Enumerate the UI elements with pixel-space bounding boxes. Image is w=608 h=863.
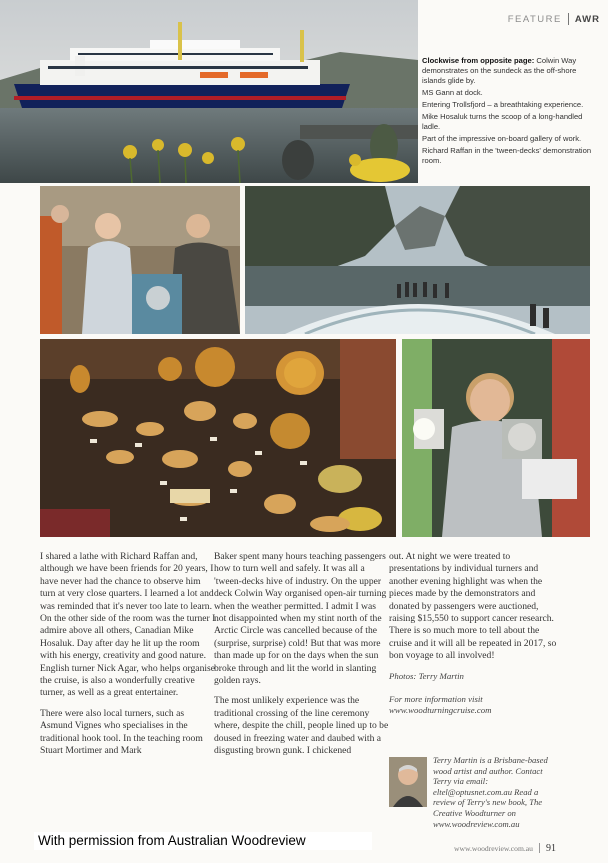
caption-1: Colwin Way demonstrates on the sundeck as the off-shore islands glide by. xyxy=(422,56,577,85)
footer-url: www.woodreview.com.au xyxy=(454,843,533,853)
magazine-abbreviation: AWR xyxy=(574,13,600,25)
turners-at-lathe-photo xyxy=(40,186,240,334)
caption-4: Mike Hosaluk turns the scoop of a long-handled ladle. xyxy=(422,112,583,131)
caption-3: Entering Trollsfjord – a breathtaking experience. xyxy=(422,100,584,109)
header-divider xyxy=(568,13,569,25)
section-header xyxy=(488,10,600,28)
more-info-link[interactable]: www.woodturningcruise.com xyxy=(389,704,492,715)
trollsfjord-photo xyxy=(245,186,590,334)
author-bio-text: Terry Martin is a Brisbane-based wood artist and author. Contact Terry via email: eltel@optusnet.com.au Read a review of Terry's new book, The Creative Woodturner on www.woodreview.com.au xyxy=(433,755,548,829)
captions-heading: Clockwise from opposite page: xyxy=(422,56,535,65)
article-paragraph: The most unlikely experience was the traditional crossing of the line ceremony where, despite the chill, people lined up to be doused in freezing water and daubed with a disgusting brown gunk. I chickened xyxy=(214,695,389,757)
article-paragraph: I shared a lathe with Richard Raffan and, although we have been friends for 20 years, I have never had the chance to observe him turn at very close quarters. I learned a lot and was reminded that it's never too late to learn. On the other side of the room was the turner I admire above all others, Canadian Mike Hosaluk. Day after day he lit up the room with his energy, creativity and good nature. English turner Nick Agar, who helps organise the cruise, is also a wonderfully creative turner, as well as a great entertainer. xyxy=(40,551,216,699)
more-info-label: For more information visit xyxy=(389,693,483,704)
richard-raffan-photo xyxy=(402,339,590,537)
caption-6: Richard Raffan in the 'tween-decks' demonstration room. xyxy=(422,146,592,165)
photo-credit: Photos: Terry Martin xyxy=(389,670,464,681)
photo-captions xyxy=(422,56,600,168)
article-paragraph: out. At night we were treated to presentations by individual turners and another evening highlight was when the pieces made by the demonstrators and donated by passengers were auctioned, raising $15,550 to support cancer research. There is so much more to tell about the cruise and it will all be repeated in 2017, so bon voyage to all involved! xyxy=(389,551,557,662)
more-info xyxy=(389,694,561,716)
author-bio xyxy=(389,755,561,829)
page-number: 91 xyxy=(545,842,556,854)
article-paragraph: There were also local turners, such as Asmund Vignes who specialises in the traditional hook tool. In the teaching room Stuart Mortimer and Mark xyxy=(40,707,203,757)
article-column-1 xyxy=(40,551,216,766)
caption-2: MS Gann at dock. xyxy=(422,88,483,97)
article-paragraph: Baker spent many hours teaching passengers how to turn well and safely. It was all a 'tween-decks hive of industry. On the upper deck Colwin Way organised open-air turning when the weather permitted. I admit I was not disappointed when my stint north of the Arctic Circle was cancelled because of the (surprise, surprise) cold! But that was more than made up for on the days when the sun broke through and lit the world in slanting golden rays. xyxy=(214,551,387,687)
author-portrait xyxy=(389,757,427,807)
section-label: FEATURE xyxy=(507,13,562,25)
ship-at-dock-photo xyxy=(0,0,418,183)
page-footer xyxy=(454,841,604,855)
permission-notice: With permission from Australian Woodreview xyxy=(34,832,372,850)
caption-5: Part of the impressive on-board gallery of work. xyxy=(422,134,582,143)
gallery-of-work-photo xyxy=(40,339,396,537)
article-column-3 xyxy=(389,551,561,716)
article-column-2 xyxy=(214,551,390,766)
footer-divider xyxy=(539,843,540,853)
